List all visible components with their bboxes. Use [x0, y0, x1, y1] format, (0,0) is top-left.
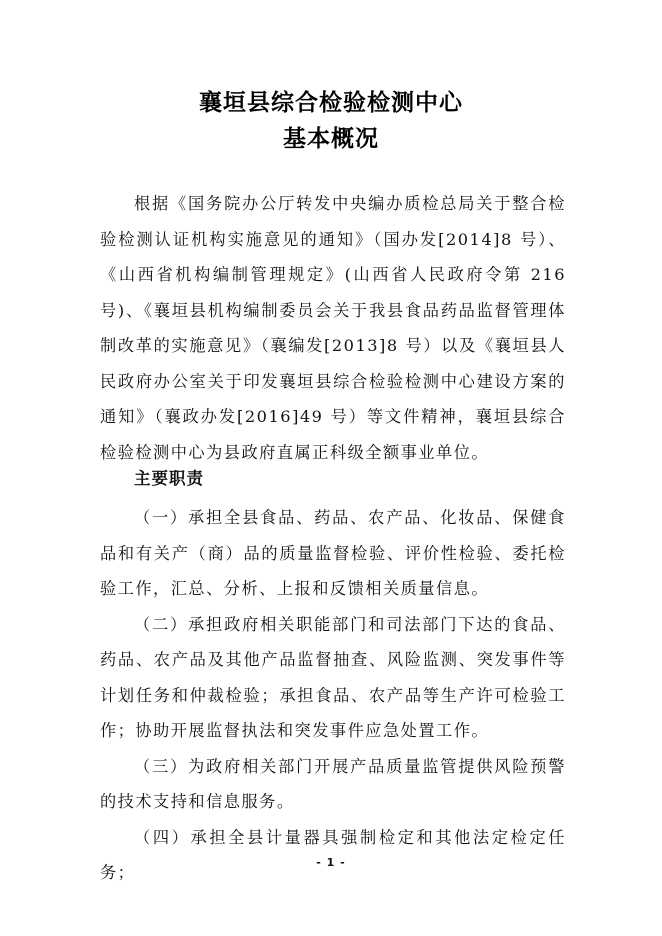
- page-number: - 1 -: [316, 856, 346, 869]
- duty-item-2: （二）承担政府相关职能部门和司法部门下达的食品、药品、农产品及其他产品监督抽查、风险监测、突发事件等计划任务和仲裁检验；承担食品、农产品等生产许可检验工作；协助开展监督执法和突发事件应急处置工作。: [100, 614, 566, 740]
- duty-item-1: （一）承担全县食品、药品、农产品、化妆品、保健食品和有关产（商）品的质量监督检验、评价性检验、委托检验工作，汇总、分析、上报和反馈相关质量信息。: [100, 508, 566, 598]
- document-subtitle: 基本概况: [283, 126, 379, 152]
- section-heading: 主要职责: [134, 469, 204, 488]
- document-title: 襄垣县综合检验检测中心: [199, 90, 463, 116]
- duties-list: [100, 500, 566, 891]
- duty-item-3: （三）为政府相关部门开展产品质量监管提供风险预警的技术支持和信息服务。: [100, 756, 566, 811]
- duty-item-4: （四）承担全县计量器具强制检定和其他法定检定任务；: [100, 827, 566, 882]
- intro-paragraph: 根据《国务院办公厅转发中央编办质检总局关于整合检验检测认证机构实施意见的通知》（国办发[2014]8 号）、《山西省机构编制管理规定》(山西省人民政府令第 216 号)、《襄垣县机构编制委员会关于我县食品药品监督管理体制改革的实施意见》（襄编发[2013]8 号）以及《襄垣县人民政府办公室关于印发襄垣县综合检验检测中心建设方案的通知》（襄政办发[2016]49 号）等文件精神，襄垣县综合检验检测中心为县政府直属正科级全额事业单位。: [100, 194, 566, 462]
- intro-section: [100, 186, 566, 470]
